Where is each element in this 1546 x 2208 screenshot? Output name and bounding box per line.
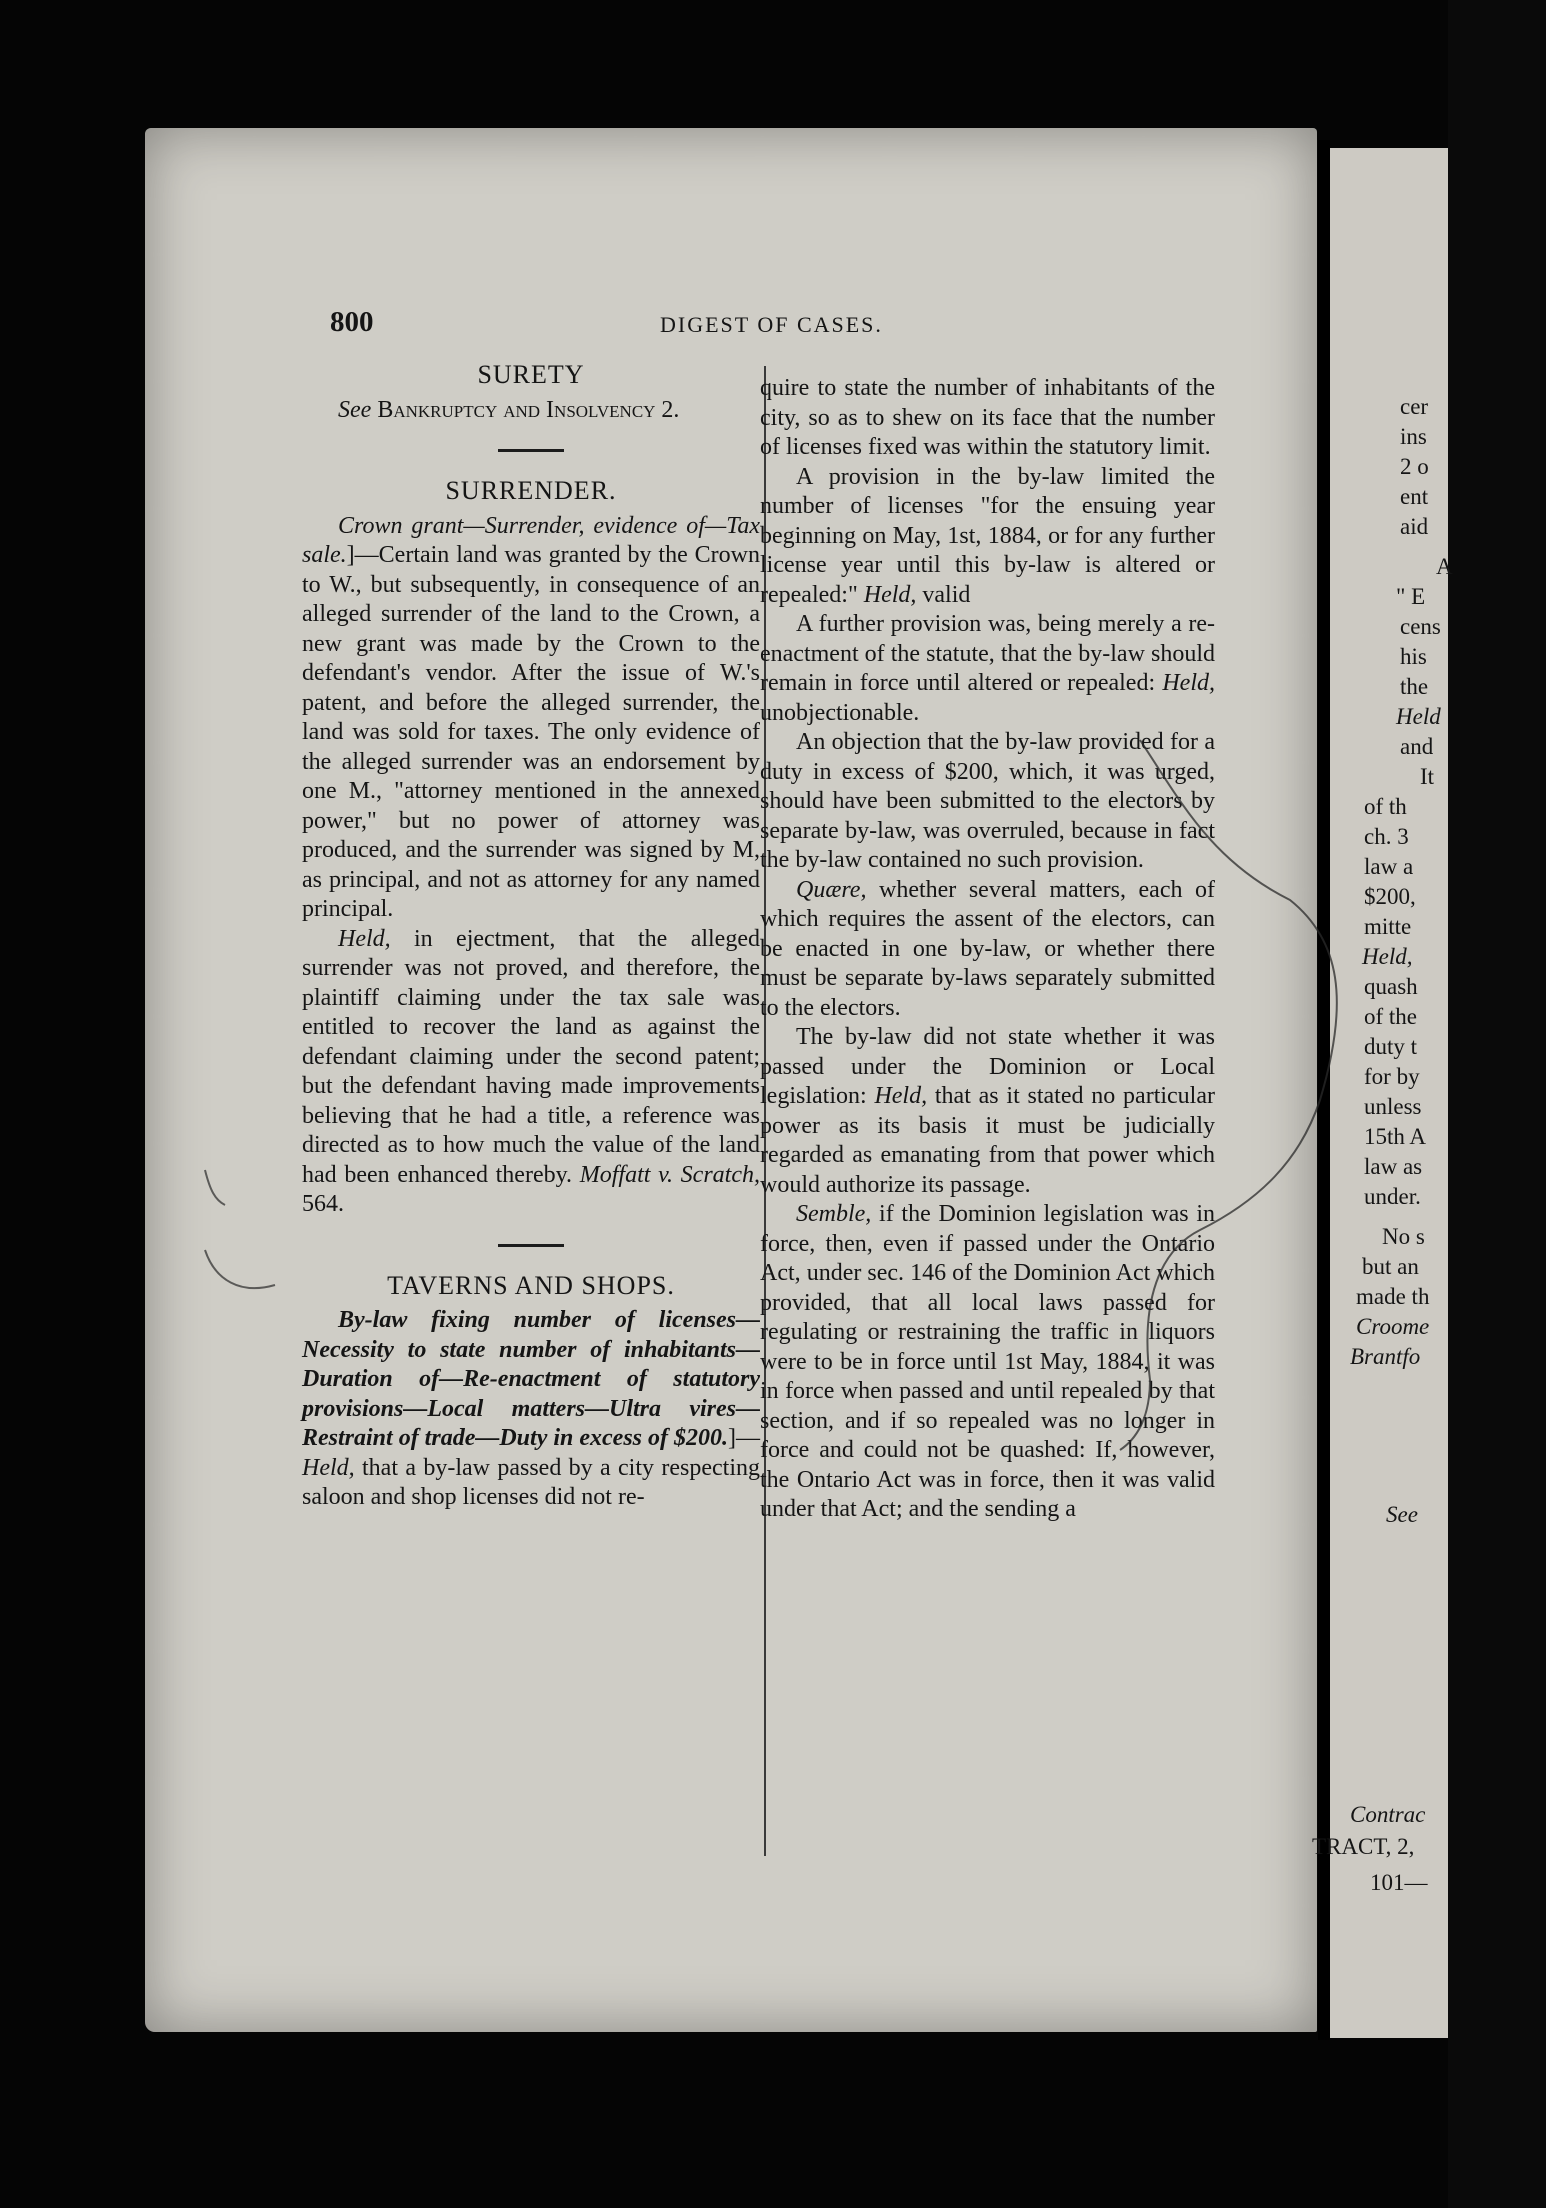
adjacent-page-fragment: Held, [1362, 944, 1413, 969]
taverns-text: that a by-law passed by a city respecting saloon and shop licenses did not re- [302, 1454, 760, 1510]
adjacent-page-fragment: $200, [1364, 884, 1416, 909]
adjacent-page-fragment: of th [1364, 794, 1407, 819]
right-paragraph-5 [760, 876, 1215, 1024]
right-text-7: if the Dominion legislation was in force, then, even if passed under the Ontario Act, under sec. 146 of the Dominion Act which provided, that all local laws passed for regulating or restraining the traffic in liquors were to be in force until 1st May, 1884, it was in force when passed and until repealed by that section, and if so repealed was no longer in force and could not be quashed: If, however, the Ontario Act was in force, then it was valid under that Act; and the sending a [760, 1201, 1215, 1522]
heading-taverns: TAVERNS AND SHOPS. [387, 1270, 675, 1300]
right-text-3-end: unobjectionable. [760, 699, 920, 726]
right-text-2-end: valid [916, 581, 971, 608]
section-rule [498, 1244, 564, 1247]
adjacent-page-fragment: Held [1396, 704, 1441, 729]
adjacent-page-fragment: Croome [1356, 1314, 1430, 1339]
adjacent-page-fragment: law a [1364, 854, 1414, 879]
adjacent-page-fragment: cer [1400, 394, 1429, 419]
adjacent-page-fragment: " E [1396, 584, 1426, 609]
surrender-text-2: in ejectment, that the alleged surrender was not proved, and therefore, the plaintiff claiming under the tax sale was entitled to recover the land as against the defendant claiming under the second patent; but the defendant having made improvements believing that he had a title, a reference was directed as to how much the value of the land had been enhanced thereby. [302, 925, 760, 1188]
see-label: See [338, 396, 372, 423]
adjacent-page-fragment: No s [1382, 1224, 1425, 1249]
held-label: Held, [863, 581, 917, 608]
right-column [760, 374, 1215, 1525]
adjacent-page-fragment: Contrac [1350, 1802, 1426, 1827]
adjacent-page-fragment: 2 o [1400, 454, 1429, 479]
adjacent-page-fragment: ins [1400, 424, 1427, 449]
left-column [302, 360, 760, 1513]
right-text-6-end: that as it stated no particular power as its basis it must be judicially regarded as emanating from that power which would authorize its passage. [760, 1083, 1215, 1198]
adjacent-page-fragment: and [1400, 734, 1434, 759]
right-paragraph-2 [760, 463, 1215, 611]
section-rule [498, 449, 564, 452]
taverns-bracket: ]— [728, 1425, 760, 1451]
heading-surrender: SURRENDER. [445, 476, 617, 505]
adjacent-page-fragment: under. [1364, 1184, 1421, 1209]
surrender-text-1: ]—Certain land was granted by the Crown to W., but subsequently, in consequence of an alleged surrender of the land to the Crown, a new grant was made by the Crown to the defendant's vendor. After the issue of W.'s patent, and before the alleged surrender, the land was sold for taxes. The only evidence of the alleged surrender was an endorsement by one M., "attorney mentioned in the annexed power," but no power of attorney was produced, and the surrender was signed by M, as principal, and not as attorney for any named principal. [302, 542, 760, 922]
adjacent-page-fragment: TRACT, 2, [1312, 1834, 1415, 1859]
surrender-lead: Crown grant—Surrender, evidence of—Tax sale. [302, 512, 760, 568]
held-label: Held, [874, 1083, 928, 1109]
adjacent-page-fragment: duty t [1364, 1034, 1418, 1059]
adjacent-page-fragment: made th [1356, 1284, 1430, 1309]
heading-surety: SURETY [477, 360, 585, 389]
adjacent-page-fragment: for by [1364, 1064, 1420, 1089]
right-paragraph-1: quire to state the number of inhabitants of the city, so as to shew on its face that the number of licenses fixed was within the statutory limit. [760, 375, 1215, 460]
adjacent-page-fragment: aid [1400, 514, 1429, 539]
adjacent-page-fragment: his [1400, 644, 1427, 669]
surrender-paragraph-1 [302, 512, 760, 925]
case-page: 564. [302, 1191, 344, 1217]
semble-label: Semble, [796, 1201, 872, 1227]
case-citation: Moffatt v. Scratch, [579, 1161, 760, 1188]
taverns-lead: By-law fixing number of licenses—Necessity to state number of inhabitants—Duration of—Re-enactment of statutory provisions—Local matters—Ultra vires—Restraint of trade—Duty in excess of $200. [302, 1307, 760, 1451]
adjacent-page-fragment: unless [1364, 1094, 1422, 1119]
held-label: Held, [1162, 670, 1215, 696]
adjacent-page-fragment: 15th A [1364, 1124, 1426, 1149]
surety-see-reference [302, 396, 760, 426]
page-gutter [1318, 140, 1330, 2040]
surrender-paragraph-2 [302, 925, 760, 1220]
running-head: DIGEST OF CASES. [660, 312, 883, 337]
held-label: Held, [302, 1454, 355, 1481]
right-text-5: whether several matters, each of which requires the assent of the electors, can be enacted in one by-law, or whether there must be separate by-laws separately submitted to the electors. [760, 876, 1215, 1021]
adjacent-page-fragment: ch. 3 [1364, 824, 1409, 849]
adjacent-page-fragment: 101— [1370, 1870, 1428, 1895]
page-number: 800 [330, 306, 374, 338]
right-text-6: The by-law did not state whether it was passed under the Dominion or Local legislation: [760, 1024, 1215, 1109]
held-label: Held, [338, 925, 391, 952]
right-paragraph-6 [760, 1023, 1215, 1200]
adjacent-page-fragment: Brantfo [1350, 1344, 1421, 1369]
page-header [330, 306, 1330, 346]
right-text-2: A provision in the by-law limited the number of licenses "for the ensuing year beginning on May, 1st, 1884, or for any further license year until this by-law is altered or repealed:" [760, 463, 1215, 608]
right-paragraph-4: An objection that the by-law provided for a duty in excess of $200, which, it was urged, should have been submitted to the electors by separate by-law, was overruled, because in fact the by-law contained no such provision. [760, 729, 1215, 873]
right-paragraph-3 [760, 610, 1215, 728]
right-paragraph-7 [760, 1200, 1215, 1525]
cross-reference: Bankruptcy and Insolvency 2. [377, 396, 680, 423]
adjacent-page-fragment: It [1420, 764, 1435, 789]
adjacent-page-fragment: but an [1362, 1254, 1419, 1279]
adjacent-page-fragment: See [1386, 1502, 1418, 1527]
adjacent-page-fragment: A [1436, 554, 1453, 579]
right-text-3: A further provision was, being merely a re-enactment of the statute, that the by-law should remain in force until altered or repealed: [760, 611, 1215, 696]
taverns-paragraph [302, 1306, 760, 1513]
quaere-label: Quære, [796, 876, 867, 903]
adjacent-page-fragment: quash [1364, 974, 1418, 999]
adjacent-page-fragment: ent [1400, 484, 1429, 509]
adjacent-page-fragment: the [1400, 674, 1429, 699]
adjacent-page-fragment: law as [1364, 1154, 1423, 1179]
adjacent-page-fragment: of the [1364, 1004, 1418, 1029]
adjacent-page-fragment: mitte [1364, 914, 1412, 939]
adjacent-page-fragment: cens [1400, 614, 1441, 639]
